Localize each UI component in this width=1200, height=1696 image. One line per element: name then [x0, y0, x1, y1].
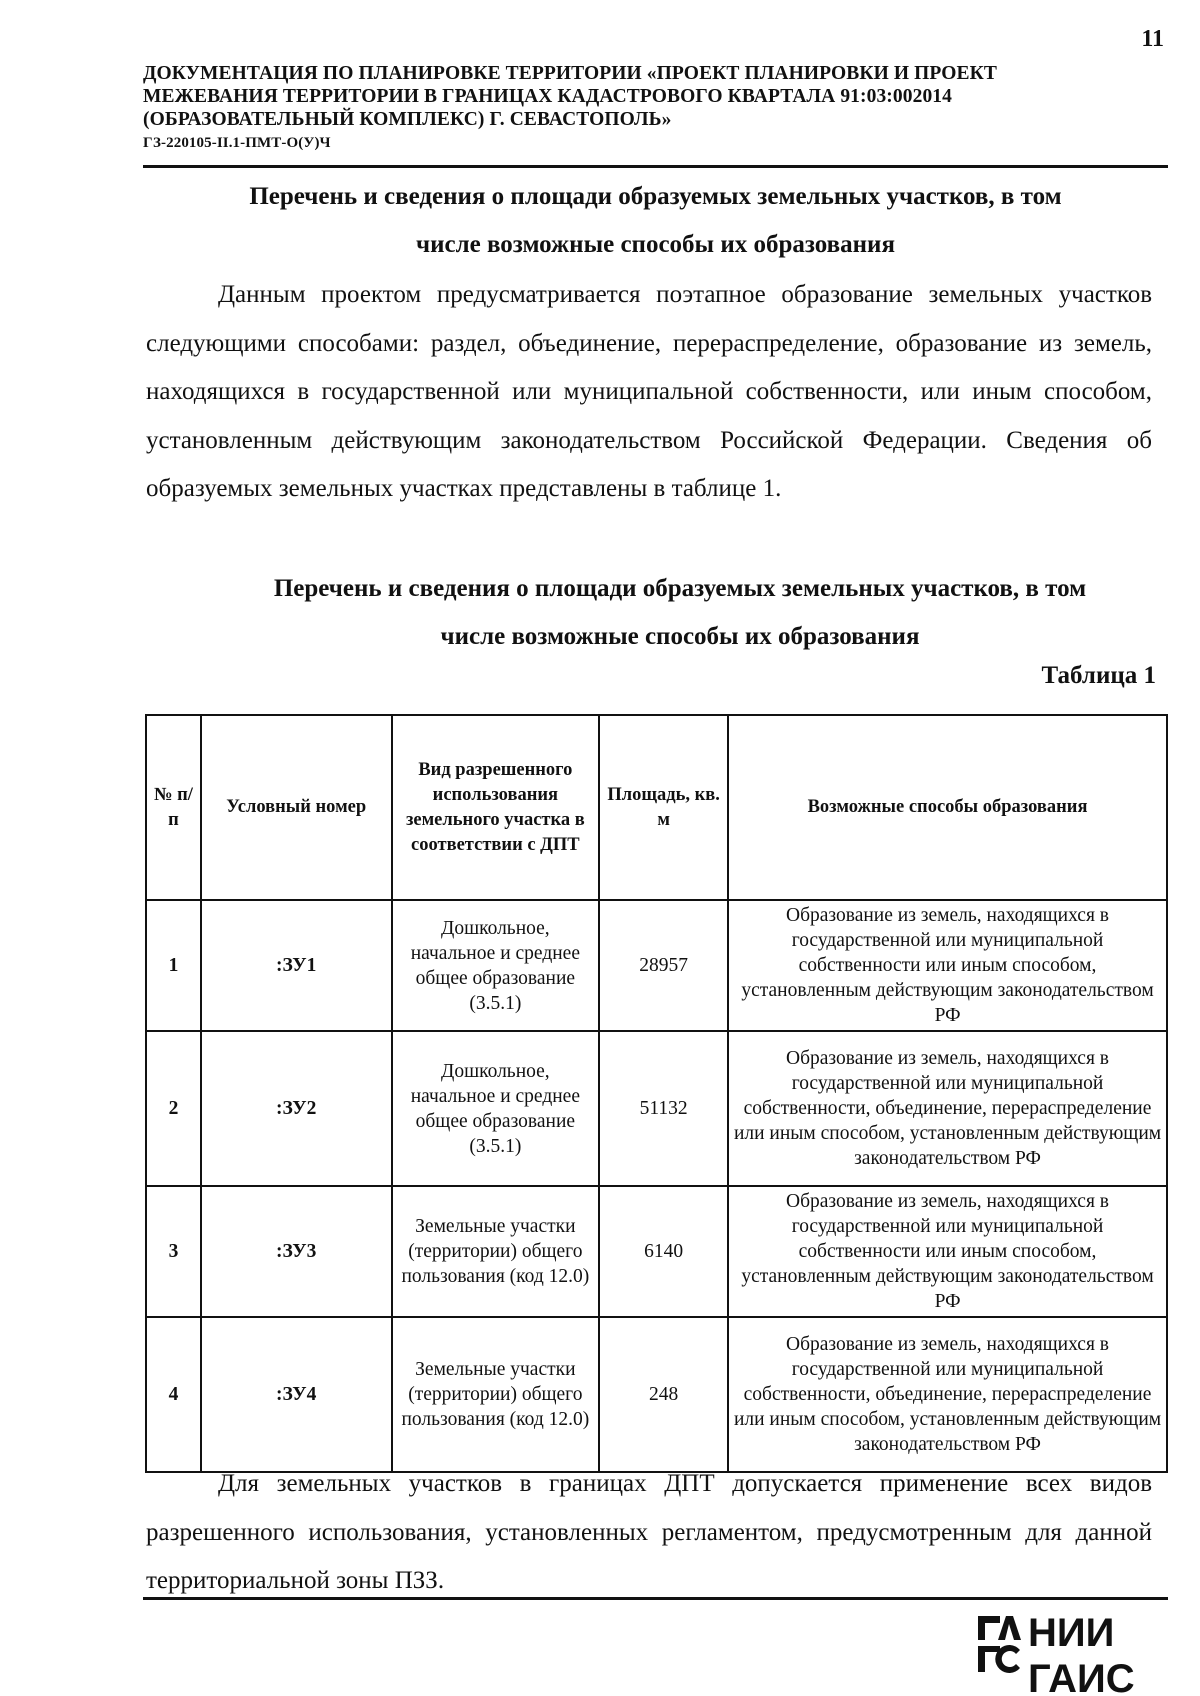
row-use: Земельные участки (территории) общего пользования (код 12.0) [392, 1186, 600, 1317]
row-area: 51132 [599, 1031, 728, 1186]
row-code: :ЗУ2 [201, 1031, 392, 1186]
row-use: Дошкольное, начальное и среднее общее образование (3.5.1) [392, 900, 600, 1031]
row-methods: Образование из земель, находящихся в государственной или муниципальной собственности или иным способом, установленным действующим законодательством РФ [728, 1186, 1167, 1317]
header-divider [143, 165, 1168, 168]
table-title-line-2: числе возможные способы их образования [440, 623, 920, 650]
row-num: 2 [146, 1031, 201, 1186]
row-code: :ЗУ4 [201, 1317, 392, 1472]
row-area: 6140 [599, 1186, 728, 1317]
row-methods: Образование из земель, находящихся в государственной или муниципальной собственности, объединение, перераспределение или иным способом, установленным действующим законодательством РФ [728, 1317, 1167, 1472]
row-code: :ЗУ1 [201, 900, 392, 1031]
row-area: 248 [599, 1317, 728, 1472]
table-row [146, 1317, 1167, 1472]
row-num: 4 [146, 1317, 201, 1472]
header-line-3: (ОБРАЗОВАТЕЛЬНЫЙ КОМПЛЕКС) Г. СЕВАСТОПОЛЬ» [143, 109, 672, 130]
svg-text:ГАИС: ГАИС [1028, 1657, 1135, 1696]
header-use: Вид разрешенного использования земельного участка в соответствии с ДПТ [392, 715, 600, 900]
logo-icon [968, 1606, 1148, 1696]
table-label: Таблица 1 [1041, 662, 1156, 689]
row-use: Земельные участки (территории) общего пользования (код 12.0) [392, 1317, 600, 1472]
company-logo [968, 1606, 1148, 1696]
intro-paragraph: Данным проектом предусматривается поэтапное образование земельных участков следующими способами: раздел, объединение, перераспределение, образование из земель, находящихся в государственной или муниципальной собственности, или иным способом, установленным действующим законодательством Российской Федерации. Сведения об образуемых земельных участках представлены в таблице 1. [146, 281, 1152, 502]
table-row [146, 1031, 1167, 1186]
section-title-line-2: числе возможные способы их образования [415, 231, 895, 258]
table-title-line-1: Перечень и сведения о площади образуемых земельных участков, в том [273, 575, 1087, 602]
table-row [146, 900, 1167, 1031]
document-header [143, 62, 1083, 153]
table-row [146, 1186, 1167, 1317]
header-line-2: МЕЖЕВАНИЯ ТЕРРИТОРИИ В ГРАНИЦАХ КАДАСТРОВОГО КВАРТАЛА 91:03:002014 [143, 86, 953, 107]
header-line-1: ДОКУМЕНТАЦИЯ ПО ПЛАНИРОВКЕ ТЕРРИТОРИИ «ПРОЕКТ ПЛАНИРОВКИ И ПРОЕКТ [143, 63, 997, 84]
row-num: 3 [146, 1186, 201, 1317]
row-methods: Образование из земель, находящихся в государственной или муниципальной собственности или иным способом, установленным действующим законодательством РФ [728, 900, 1167, 1031]
row-use: Дошкольное, начальное и среднее общее образование (3.5.1) [392, 1031, 600, 1186]
table-title [180, 565, 1180, 661]
header-area: Площадь, кв. м [599, 715, 728, 900]
footer-divider [143, 1597, 1168, 1600]
row-methods: Образование из земель, находящихся в государственной или муниципальной собственности, объединение, перераспределение или иным способом, установленным действующим законодательством РФ [728, 1031, 1167, 1186]
section-title-line-1: Перечень и сведения о площади образуемых земельных участков, в том [249, 183, 1062, 210]
row-area: 28957 [599, 900, 728, 1031]
row-num: 1 [146, 900, 201, 1031]
section-title [143, 173, 1168, 269]
page-number: 11 [1141, 26, 1164, 52]
header-code: Условный номер [201, 715, 392, 900]
row-code: :ЗУ3 [201, 1186, 392, 1317]
land-plots-table [145, 714, 1168, 1473]
document-code: ГЗ-220105-II.1-ПМТ-О(У)Ч [143, 135, 331, 151]
header-methods: Возможные способы образования [728, 715, 1167, 900]
closing-paragraph: Для земельных участков в границах ДПТ допускается применение всех видов разрешенного использования, установленных регламентом, предусмотренным для данной территориальной зоны ПЗЗ. [146, 1470, 1152, 1594]
table-header-row [146, 715, 1167, 900]
header-num: № п/п [146, 715, 201, 900]
logo-text: НИИ [1028, 1611, 1115, 1655]
